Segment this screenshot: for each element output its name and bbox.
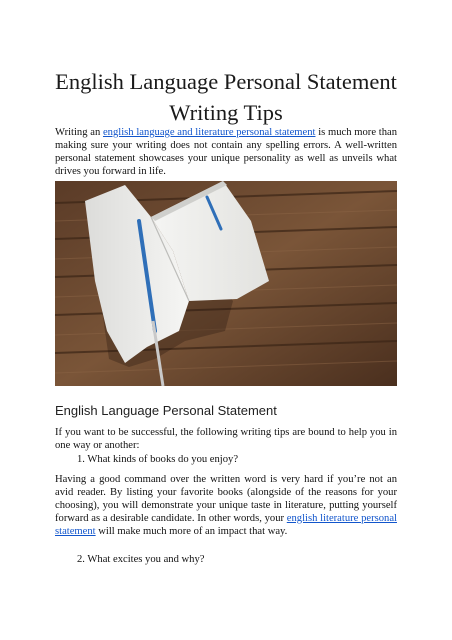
- tips-intro-paragraph: If you want to be successful, the following writing tips are bound to help you in one way or another:: [55, 427, 397, 451]
- section-heading: English Language Personal Statement: [55, 403, 277, 418]
- books-text-before: Having a good command over the written word is very hard if you’re not an avid reader. By listing your favorite books (alongside of the reasons for your choosing), you will demonstrate your unique taste in literature, putting yourself forward as a desirable candidate. In other words, your: [55, 474, 397, 524]
- title-line-1: English Language Personal Statement: [55, 69, 397, 94]
- intro-text-before: Writing an: [55, 127, 103, 138]
- notebook-photo: [55, 181, 397, 386]
- intro-paragraph: [55, 127, 397, 179]
- list-item: 2. What excites you and why?: [77, 554, 205, 565]
- intro-text-after: is much more than making sure your writing does not contain any spelling errors. A well-written personal statement showcases your unique personality as well as unveils what drives you forward in life.: [55, 127, 398, 177]
- list-item: 1. What kinds of books do you enjoy?: [77, 454, 239, 465]
- books-text-after: will make much more of an impact that way.: [95, 525, 288, 537]
- page-title: [40, 66, 412, 128]
- title-line-2: Writing Tips: [169, 100, 283, 125]
- english-language-literature-link[interactable]: english language and literature personal statement: [102, 127, 316, 138]
- books-paragraph: [55, 474, 397, 539]
- english-literature-link[interactable]: english literature personal statement: [55, 512, 397, 537]
